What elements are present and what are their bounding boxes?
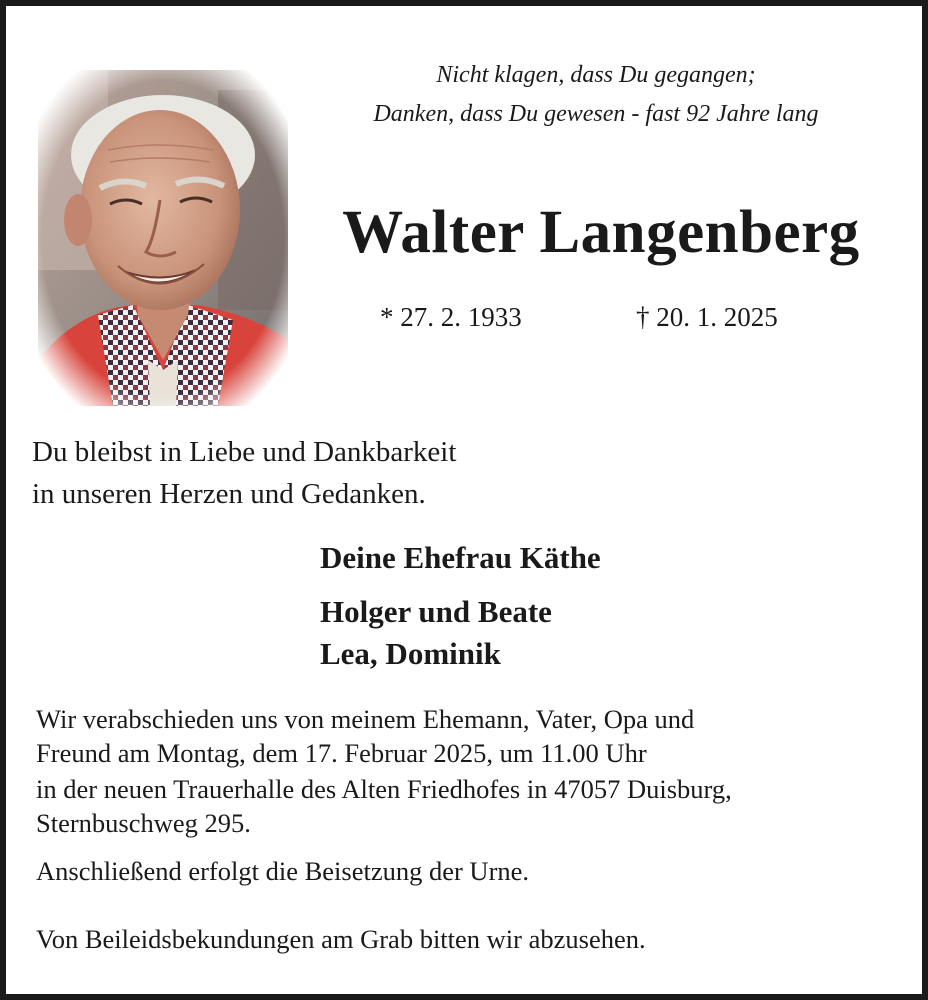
family-children: Holger und Beate: [320, 594, 552, 629]
tribute-line-1: Du bleibst in Liebe und Dankbarkeit: [32, 436, 457, 468]
family-wife: Deine Ehefrau Käthe: [320, 540, 601, 575]
portrait-photo: [38, 70, 288, 406]
condolences-note: Von Beileidsbekundungen am Grab bitten wir abzusehen.: [36, 924, 646, 954]
family-grandchildren: Lea, Dominik: [320, 636, 501, 671]
service-line-1: Wir verabschieden uns von meinem Ehemann, Vater, Opa und: [36, 704, 695, 734]
deceased-name: Walter Langenberg: [342, 199, 860, 266]
burial-note: Anschließend erfolgt die Beisetzung der Urne.: [36, 856, 530, 886]
quote-line-1: Nicht klagen, dass Du gegangen;: [436, 62, 756, 88]
quote-line-2: Danken, dass Du gewesen - fast 92 Jahre lang: [373, 101, 819, 127]
death-date: † 20. 1. 2025: [636, 302, 778, 332]
tribute-line-2: in unseren Herzen und Gedanken.: [32, 478, 426, 510]
service-line-4: Sternbuschweg 295.: [36, 808, 251, 838]
portrait-illustration: [38, 70, 288, 406]
birth-date: * 27. 2. 1933: [380, 302, 522, 332]
service-line-2: Freund am Montag, dem 17. Februar 2025, um 11.00 Uhr: [36, 738, 647, 768]
service-line-3: in der neuen Trauerhalle des Alten Friedhofes in 47057 Duisburg,: [36, 774, 732, 804]
